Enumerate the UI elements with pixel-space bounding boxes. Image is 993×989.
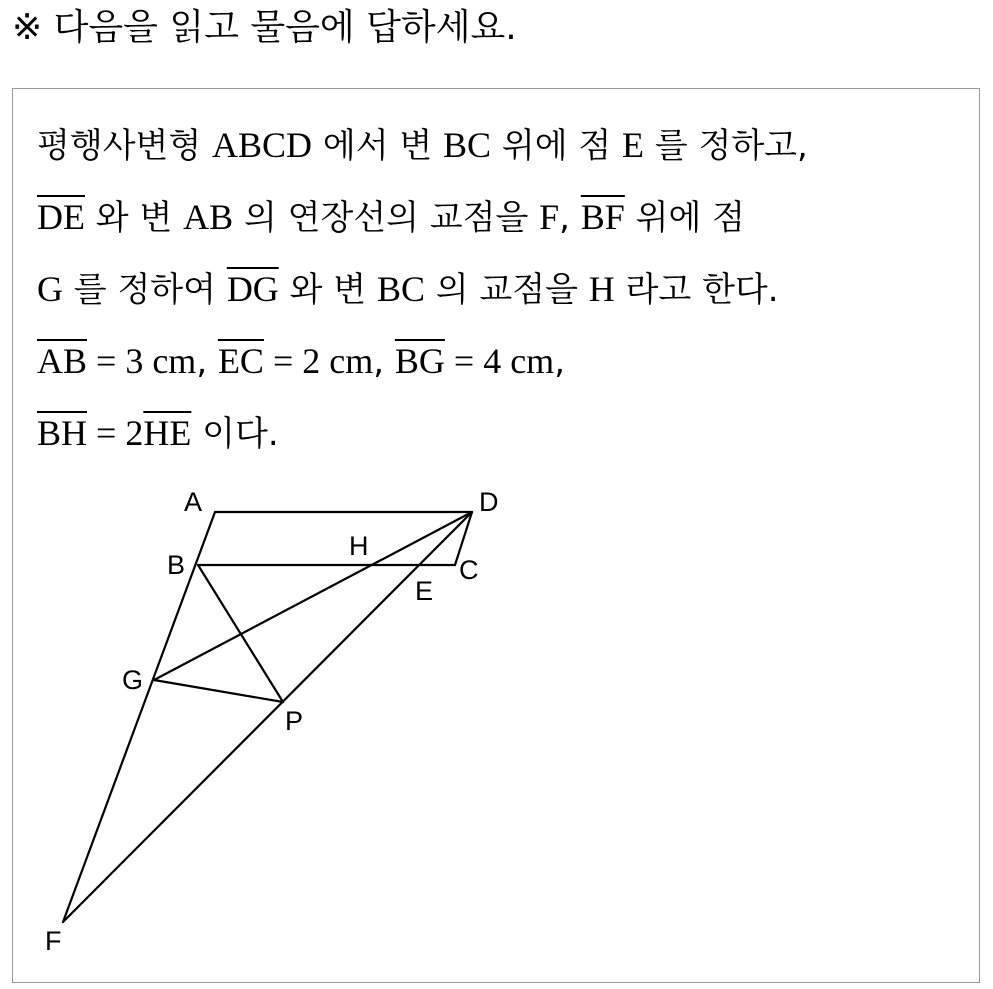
segment-ab: $\overline{AB}$ bbox=[37, 341, 88, 381]
problem-box bbox=[12, 88, 980, 983]
text: 와 변 bbox=[85, 198, 184, 238]
text: 의 교점을 bbox=[424, 270, 589, 310]
segment-bh: $\overline{BH}$ bbox=[37, 413, 88, 453]
text: 라고 한다. bbox=[614, 270, 779, 310]
segment-af bbox=[63, 512, 215, 922]
label-d: D bbox=[479, 487, 499, 517]
segment-ec: $\overline{EC}$ bbox=[217, 341, 264, 381]
segment-df bbox=[63, 512, 472, 922]
math-ab: AB bbox=[183, 197, 234, 237]
math-e: E bbox=[622, 125, 645, 165]
label-c: C bbox=[459, 555, 479, 585]
text: , bbox=[559, 198, 581, 238]
label-g: G bbox=[122, 665, 144, 695]
text: 위에 점 bbox=[491, 126, 623, 166]
problem-line-1 bbox=[37, 109, 967, 181]
label-e: E bbox=[415, 576, 434, 606]
math-f: F bbox=[539, 197, 560, 237]
value-ec: = 2 cm bbox=[263, 341, 374, 381]
text: 를 정하고, bbox=[644, 126, 808, 166]
problem-statement bbox=[37, 109, 967, 469]
text: 평행사변형 bbox=[37, 126, 213, 166]
math-abcd: ABCD bbox=[212, 125, 313, 165]
label-f: F bbox=[45, 926, 62, 956]
segment-gp bbox=[154, 680, 283, 702]
math-bc: BC bbox=[376, 269, 425, 309]
segment-bf: $\overline{BF}$ bbox=[580, 197, 625, 237]
value-bg: = 4 cm bbox=[444, 341, 555, 381]
segment-he: $\overline{HE}$ bbox=[143, 413, 192, 453]
label-h: H bbox=[349, 531, 369, 561]
text: , bbox=[196, 342, 218, 382]
text: 에서 변 bbox=[312, 126, 444, 166]
text: , bbox=[373, 342, 395, 382]
segment-bp bbox=[198, 565, 283, 702]
label-a: A bbox=[184, 487, 203, 517]
math-bc: BC bbox=[443, 125, 492, 165]
text: 와 변 bbox=[278, 270, 377, 310]
text: 를 정하여 bbox=[63, 270, 227, 310]
value-bh-ratio: = 2 bbox=[87, 413, 144, 453]
geometry-figure bbox=[43, 484, 503, 964]
problem-line-2 bbox=[37, 181, 967, 253]
label-p: P bbox=[285, 706, 304, 736]
text: 이다. bbox=[191, 414, 279, 454]
text: 의 연장선의 교점을 bbox=[233, 198, 540, 238]
text: , bbox=[554, 342, 565, 382]
problem-line-4 bbox=[37, 325, 967, 397]
math-h: H bbox=[588, 269, 615, 309]
text: 위에 점 bbox=[624, 198, 745, 238]
segment-dg: $\overline{DG}$ bbox=[226, 269, 279, 309]
segment-de: $\overline{DE}$ bbox=[37, 197, 85, 237]
instruction-text: ※ 다음을 읽고 물음에 답하세요. bbox=[12, 7, 517, 48]
math-g: G bbox=[37, 269, 63, 309]
value-ab: = 3 cm bbox=[87, 341, 197, 381]
problem-line-5 bbox=[37, 397, 967, 469]
problem-line-3 bbox=[37, 253, 967, 325]
label-b: B bbox=[167, 550, 186, 580]
segment-bg: $\overline{BG}$ bbox=[394, 341, 445, 381]
